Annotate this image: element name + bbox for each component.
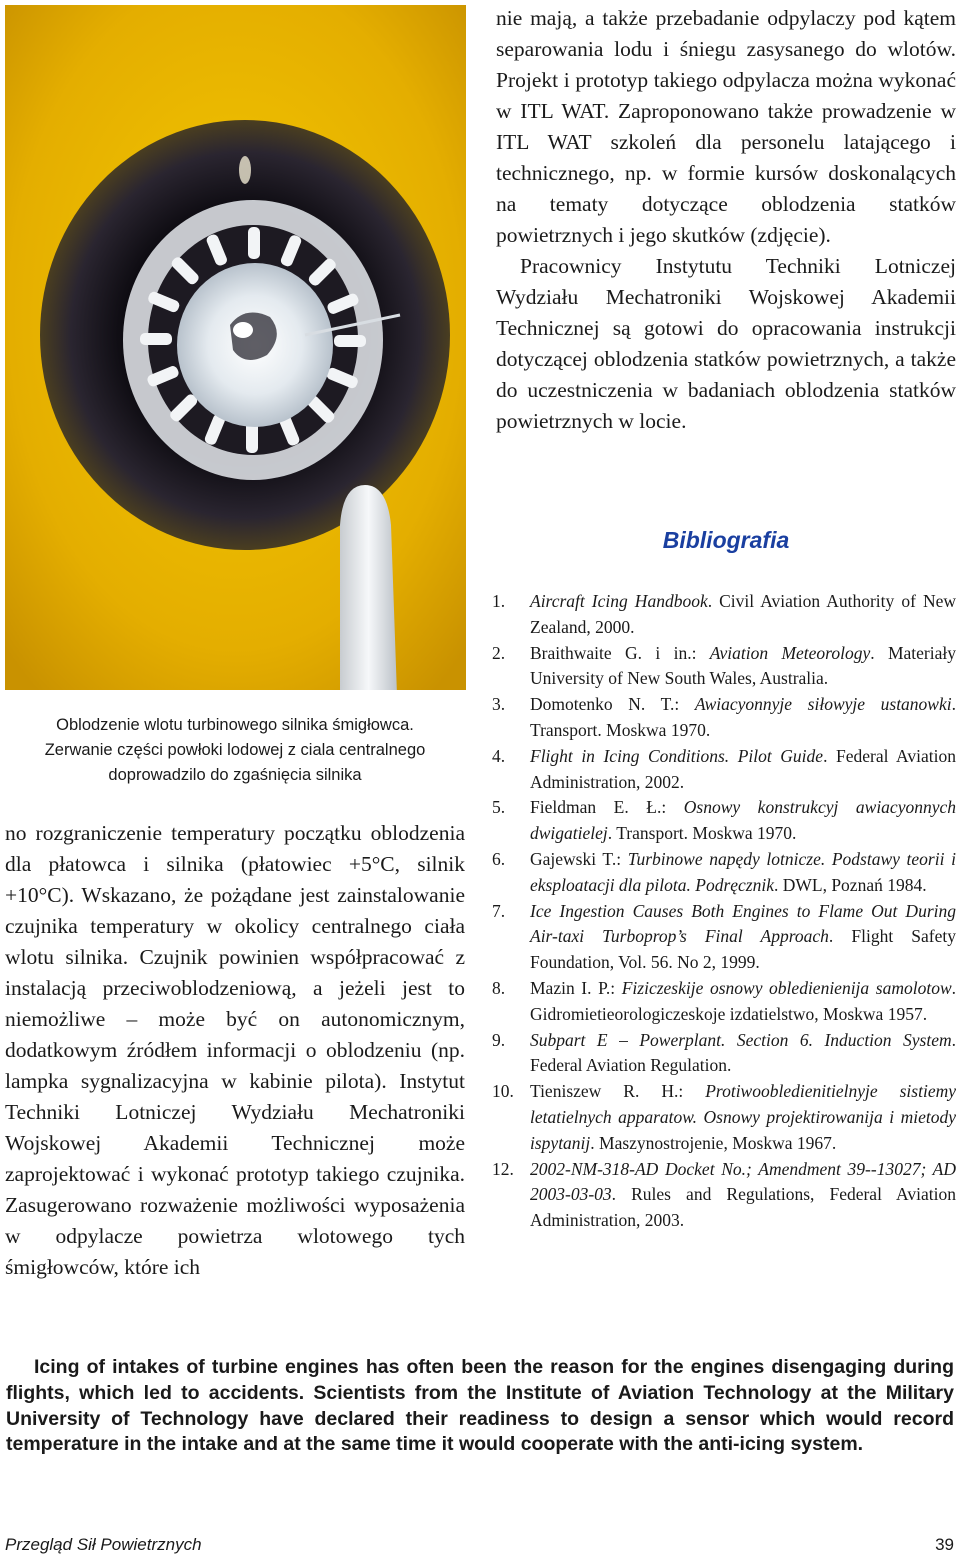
bibliography-entry — [530, 692, 956, 744]
bibliography-publisher: . Federal Aviation Administration, 2002. — [530, 745, 956, 792]
bibliography-item — [492, 589, 956, 641]
bibliography-number: 3. — [492, 694, 506, 715]
bibliography-item — [492, 692, 956, 744]
bibliography-number: 9. — [492, 1029, 506, 1050]
bibliography-item — [492, 744, 956, 796]
caption-line-2: Zerwanie części powłoki lodowej z ciala centralnego — [44, 741, 426, 759]
journal-name: Przegląd Sił Powietrznych — [5, 1535, 202, 1554]
bibliography-entry — [530, 1079, 956, 1156]
bibliography-number: 5. — [492, 797, 506, 818]
bibliography-number: 1. — [492, 591, 506, 611]
photo-caption — [5, 713, 465, 788]
left-column-text: no rozgraniczenie temperatury początku oblodzenia dla płatowca i silnika (płatowiec +5°C, silnik +10°C). Wskazano, że pożądane jest zainstalowanie czujnika temperatury w okolicy centralnego ciała wlotu silnika. Czujnik powinien współpracować z instalacją przeciwoblodzeniową, a jeżeli jest to niemożliwe – może być on autonomicznym, dodatkowym źródłem informacji o oblodzeniu (np. lampka sygnalizacyjna w kabinie pilota). Instytut Techniki Lotniczej Wydziału Mechatroniki Wojskowej Akademii Technicznej może zaprojektować i wykonać prototyp takiego czujnika. Zasugerowano rozważenie możliwości wyposażenia w odpylacze powietrza wlotowego tych śmigłowców, które ich — [5, 821, 465, 1279]
bibliography-publisher: . Flight Safety Foundation, Vol. 56. No 2, 1999. — [530, 926, 956, 973]
english-abstract: Icing of intakes of turbine engines has often been the reason for the engines disengaging during flights, which led to accidents. Scientists from the Institute of Aviation Technology at the Military University of Technology have declared their readiness to design a sensor which would record temperature in the intake and at the same time it would cooperate with the anti-icing system. — [6, 1356, 954, 1456]
right-paragraph-1: nie mają, a także przebadanie odpylaczy pod kątem separowania lodu i śniegu zasysanego do wlotów. Projekt i prototyp takiego odpylacza można wykonać w ITL WAT. Zaproponowano także prowadzenie w ITL WAT szkoleń dla personelu latającego i technicznego, np. w formie kursów doskonalących na tematy dotyczące oblodzenia statków powietrznych i jego skutków (zdjęcie). — [496, 6, 956, 247]
bibliography-publisher: . Transport. Moskwa 1970. — [607, 823, 797, 844]
bibliography-entry — [530, 589, 956, 641]
bibliography-number: 2. — [492, 642, 506, 663]
bibliography-work-title: Flight in Icing Conditions. Pilot Guide — [530, 745, 824, 766]
bibliography-entry — [530, 847, 956, 899]
bibliography-work-title: Aircraft Icing Handbook — [530, 591, 708, 611]
bibliography-number: 8. — [492, 977, 506, 998]
ice-chunk — [233, 322, 253, 338]
bibliography-publisher: . Transport. Moskwa 1970. — [530, 694, 956, 740]
bibliography-item — [492, 1028, 956, 1080]
bibliography-item — [492, 976, 956, 1028]
bibliography-entry — [530, 641, 956, 693]
bibliography-publisher: . Rules and Regulations, Federal Aviation Administration, 2003. — [530, 1184, 956, 1231]
bibliography-entry — [530, 795, 956, 847]
bibliography-item — [492, 641, 956, 693]
bibliography-publisher: . Materiały University of New South Wales, Australia. — [530, 642, 956, 689]
bibliography-item — [492, 1079, 956, 1156]
bibliography-entry — [530, 1028, 956, 1080]
bibliography-item — [492, 847, 956, 899]
bibliography-author: Mazin I. P.: — [530, 977, 622, 998]
bibliography-title: Bibliografia — [662, 527, 790, 553]
caption-line-1: Oblodzenie wlotu turbinowego silnika śmigłowca. — [56, 716, 414, 734]
bibliography-list — [492, 589, 956, 1234]
bibliography-number: 7. — [492, 900, 506, 921]
bibliography-item — [492, 795, 956, 847]
white-rod — [340, 485, 397, 690]
bibliography-number: 12. — [492, 1158, 514, 1179]
bibliography-author: Fieldman E. Ł.: — [530, 797, 684, 818]
bibliography-publisher: . DWL, Poznań 1984. — [773, 874, 927, 895]
bibliography-work-title: Aviation Meteorology — [709, 642, 871, 663]
bibliography-author: Tieniszew R. H.: — [530, 1081, 706, 1102]
bibliography-number: 6. — [492, 848, 506, 869]
bibliography-entry — [530, 744, 956, 796]
bibliography-number: 4. — [492, 745, 506, 766]
bibliography-author: Braithwaite G. i in.: — [530, 642, 710, 663]
engine-intake-illustration — [5, 5, 466, 690]
bibliography-entry — [530, 899, 956, 976]
bibliography-publisher: . Maszynostrojenie, Moskwa 1967. — [590, 1132, 837, 1153]
bibliography-work-title: Fiziczeskije osnowy obledienienija samolotow — [621, 977, 952, 998]
bibliography-entry — [530, 1157, 956, 1234]
bibliography-work-title: Subpart E – Powerplant. Section 6. Induction System — [530, 1029, 952, 1050]
bibliography-work-title: Osnowy konstrukcyj awiacyonnych dwigatielej — [530, 797, 956, 844]
bibliography-work-title: Turbinowe napędy lotnicze. Podstawy teorii i eksploatacji dla pilota. Podręcznik — [530, 848, 956, 895]
bibliography-work-title: 2002-NM-318-AD Docket No.; Amendment 39--13027; AD 2003-03-03 — [530, 1158, 956, 1205]
right-column-text — [496, 3, 956, 437]
bibliography-publisher: . Civil Aviation Authority of New Zealand, 2000. — [530, 591, 956, 637]
bibliography-author: Domotenko N. T.: — [530, 694, 695, 715]
bibliography-publisher: . Gidromietieorologiczeskoje izdatielstwo, Moskwa 1957. — [530, 977, 956, 1024]
bibliography-author: Gajewski T.: — [530, 848, 628, 869]
caption-line-3: doprowadzilo do zgaśnięcia silnika — [108, 766, 362, 784]
right-paragraph-2: Pracownicy Instytutu Techniki Lotniczej Wydziału Mechatroniki Wojskowej Akademii Technicznej są gotowi do opracowania instrukcji dotyczącej oblodzenia statków powietrznych, a także do uczestniczenia w badaniach oblodzenia statków powietrznych w locie. — [496, 254, 956, 433]
bibliography-item — [492, 899, 956, 976]
bibliography-item — [492, 1157, 956, 1234]
bibliography-number: 10. — [492, 1081, 514, 1102]
engine-intake-photo — [5, 5, 466, 690]
bibliography-entry — [530, 976, 956, 1028]
bibliography-work-title: Ice Ingestion Causes Both Engines to Flame Out During Air-taxi Turboprop’s Final Approach — [530, 900, 956, 947]
page-number: 39 — [935, 1535, 954, 1554]
bibliography-work-title: Protiwoobledienitielnyje sistiemy letatielnych apparatow. Osnowy projektirowanija i mietody ispytanij — [530, 1081, 956, 1153]
bibliography-publisher: . Federal Aviation Regulation. — [530, 1029, 956, 1076]
bibliography-work-title: Awiacyonnyje siłowyje ustanowki — [694, 694, 952, 715]
light-reflection — [239, 156, 251, 184]
